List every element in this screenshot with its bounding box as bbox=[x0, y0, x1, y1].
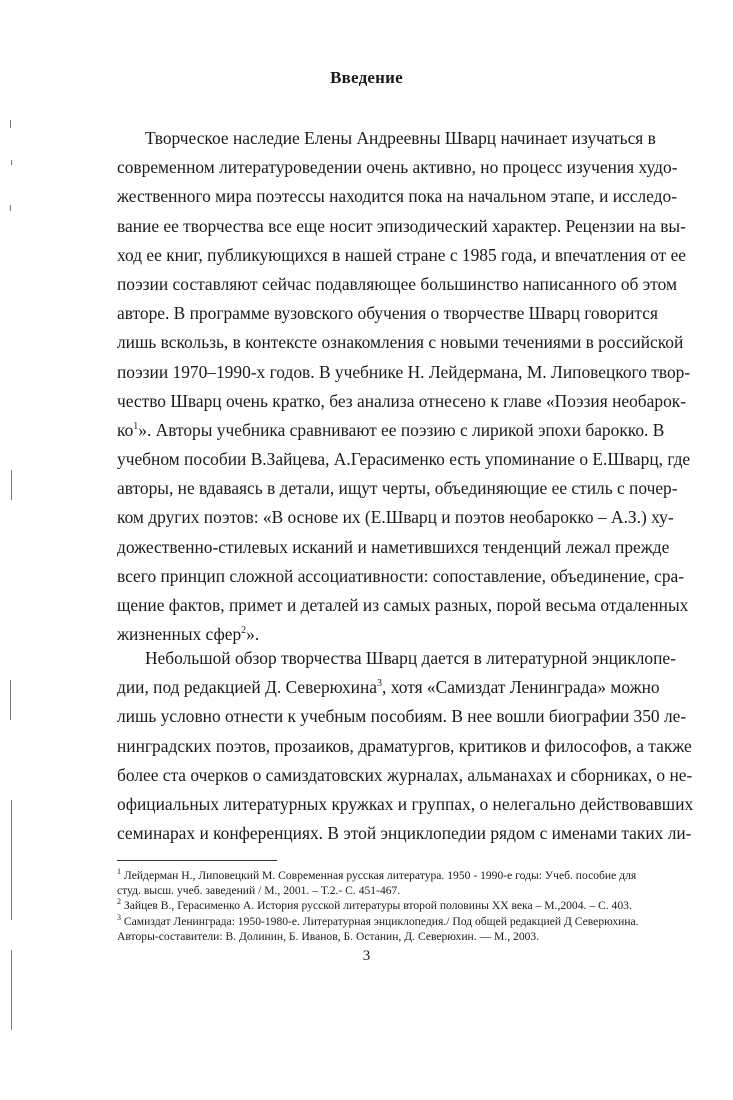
text-fragment: жизненных сфер bbox=[117, 624, 242, 645]
scan-speck bbox=[10, 680, 11, 720]
footnote-text: Зайцев В., Герасименко А. История русской литературы второй половины XX века – М.,2004. – С. 403. bbox=[123, 899, 632, 913]
footnote-2 bbox=[117, 898, 657, 913]
footnote-number: 1 bbox=[117, 867, 121, 877]
footnotes bbox=[117, 868, 657, 944]
scan-speck bbox=[11, 160, 12, 165]
text-line: чество Шварц очень кратко, без анализа отнесено к главе «Поэзия необарок- bbox=[117, 390, 687, 411]
footnote-ref-1: 1 bbox=[133, 421, 139, 433]
footnote-text: Лейдерман Н., Липовецкий М. Современная русская литература. 1950 - 1990-е годы: Учеб. пособие для bbox=[123, 869, 637, 882]
text-line: лишь вскользь, в контексте ознакомления с новыми течениями в российской bbox=[117, 332, 684, 353]
footnote-number: 2 bbox=[117, 897, 121, 907]
text-line bbox=[117, 673, 660, 702]
text-line: учебном пособии В.Зайцева, А.Герасименко есть упоминание о Е.Шварц, где bbox=[117, 449, 691, 470]
text-fragment: , хотя «Самиздат Ленинграда» можно bbox=[382, 677, 660, 698]
footnote-ref-2: 2 bbox=[241, 625, 247, 637]
text-line: ком других поэтов: «В основе их (Е.Шварц и поэтов необарокко – А.З.) ху- bbox=[117, 507, 674, 528]
text-fragment: ». bbox=[246, 624, 260, 645]
text-line: более ста очерков о самиздатовских журналах, альманахах и сборниках, о не- bbox=[117, 764, 693, 785]
footnote-1-continued: студ. высш. учеб. заведений / М., 2001. – Т.2.- С. 451-467. bbox=[117, 884, 401, 898]
footnote-3 bbox=[117, 914, 657, 929]
text-line: жественного мира поэтессы находится пока на начальном этапе, и исследо- bbox=[117, 186, 677, 207]
text-line: поэзии 1970–1990-х годов. В учебнике Н. Лейдермана, М. Липовецкого твор- bbox=[117, 361, 691, 382]
text-line bbox=[117, 416, 665, 445]
footnote-separator bbox=[117, 860, 277, 861]
text-line: ход ее книг, публикующихся в нашей стране с 1985 года, и впечатления от ее bbox=[117, 244, 687, 265]
text-line: всего принцип сложной ассоциативности: сопоставление, объединение, сра- bbox=[117, 565, 685, 586]
text-fragment: ». Авторы учебника сравнивают ее поэзию с лирикой эпохи барокко. В bbox=[138, 419, 665, 440]
section-heading: Введение bbox=[330, 68, 403, 87]
scan-speck bbox=[11, 470, 12, 500]
footnote-text: Самиздат Ленинграда: 1950-1980-е. Литературная энциклопедия./ Под общей редакцией Д Северюхина. bbox=[123, 914, 639, 928]
text-line: Небольшой обзор творчества Шварц дается в литературной энциклопе- bbox=[145, 648, 676, 668]
text-line: авторе. В программе вузовского обучения о творчестве Шварц говорится bbox=[117, 303, 658, 324]
text-line: поэзии составляют сейчас подавляющее большинство написанного об этом bbox=[117, 273, 677, 294]
footnote-3-continued: Авторы-составители: В. Долинин, Б. Иванов, Б. Останин, Д. Северюхин. — М., 2003. bbox=[117, 929, 540, 943]
page-number: 3 bbox=[362, 948, 371, 964]
scan-speck bbox=[10, 120, 11, 128]
text-line: Творческое наследие Елены Андреевны Шварц начинает изучаться в bbox=[145, 128, 656, 148]
text-line: щение фактов, примет и деталей из самых разных, порой весьма отдаленных bbox=[117, 595, 689, 615]
text-fragment: ко bbox=[117, 419, 134, 440]
text-line: лишь условно отнести к учебным пособиям. В нее вошли биографии 350 ле- bbox=[117, 706, 687, 727]
text-line: вание ее творчества все еще носит эпизодический характер. Рецензии на вы- bbox=[117, 215, 686, 236]
footnote-number: 3 bbox=[117, 912, 121, 922]
scan-speck bbox=[11, 950, 12, 1030]
text-line: современном литературоведении очень активно, но процесс изучения худо- bbox=[117, 157, 678, 178]
text-line: нинградских поэтов, прозаиков, драматургов, критиков и философов, а также bbox=[117, 735, 692, 756]
paragraph-1 bbox=[117, 124, 691, 649]
paragraph-2 bbox=[117, 644, 694, 848]
text-line: официальных литературных кружках и группах, о нелегально действовавших bbox=[117, 793, 694, 814]
text-line: дожественно-стилевых исканий и наметившихся тенденций лежал прежде bbox=[117, 536, 670, 557]
scan-speck bbox=[11, 800, 12, 920]
text-fragment: дии, под редакцией Д. Северюхина bbox=[117, 677, 377, 698]
footnote-ref-3: 3 bbox=[377, 678, 382, 690]
footnote-1 bbox=[117, 868, 657, 883]
text-line: семинарах и конференциях. В этой энциклопедии рядом с именами таких ли- bbox=[117, 823, 692, 844]
scan-speck bbox=[10, 205, 11, 211]
text-line: авторы, не вдаваясь в детали, ищут черты, объединяющие ее стиль с почер- bbox=[117, 478, 678, 499]
